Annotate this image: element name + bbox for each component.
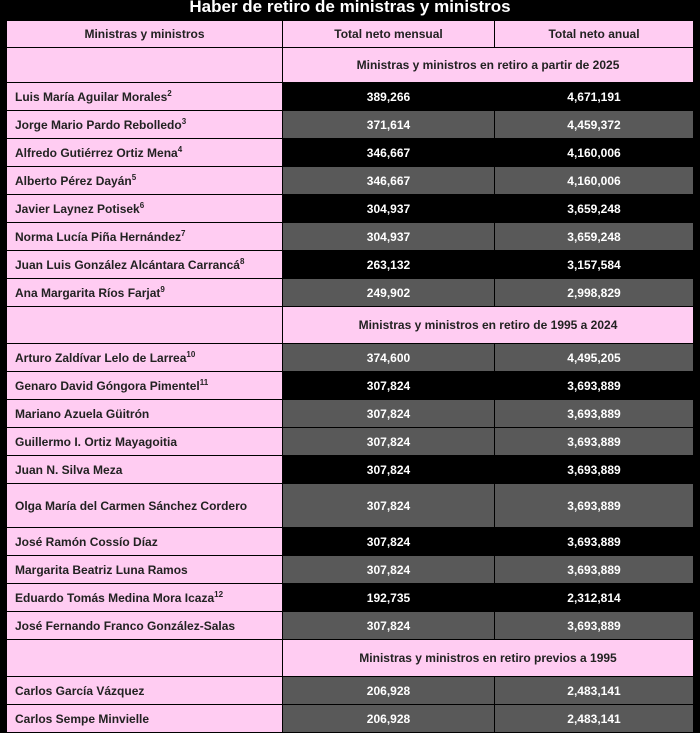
monthly-value: 206,928 bbox=[283, 677, 495, 705]
table-row bbox=[7, 223, 694, 251]
table-row bbox=[7, 195, 694, 223]
minister-name-cell bbox=[7, 612, 283, 640]
monthly-value: 307,824 bbox=[283, 556, 495, 584]
table-row bbox=[7, 612, 694, 640]
minister-name-cell bbox=[7, 677, 283, 705]
footnote-marker: 4 bbox=[177, 145, 183, 154]
table-row bbox=[7, 400, 694, 428]
minister-name: Olga María del Carmen Sánchez Cordero bbox=[15, 498, 248, 513]
minister-name-cell bbox=[7, 528, 283, 556]
annual-value: 3,693,889 bbox=[495, 428, 694, 456]
footnote-marker: 5 bbox=[131, 173, 137, 182]
minister-name: Javier Laynez Potisek bbox=[15, 202, 140, 216]
annual-value: 2,312,814 bbox=[495, 584, 694, 612]
footnote-marker: 12 bbox=[214, 590, 224, 599]
table-row bbox=[7, 484, 694, 528]
minister-name: Jorge Mario Pardo Rebolledo bbox=[15, 118, 182, 132]
table-row bbox=[7, 344, 694, 372]
page-title: Haber de retiro de ministras y ministros bbox=[189, 0, 511, 16]
table-row bbox=[7, 705, 694, 733]
minister-name-cell bbox=[7, 344, 283, 372]
monthly-value: 346,667 bbox=[283, 167, 495, 195]
annual-value: 3,693,889 bbox=[495, 556, 694, 584]
annual-value: 4,495,205 bbox=[495, 344, 694, 372]
table-row bbox=[7, 556, 694, 584]
monthly-value: 192,735 bbox=[283, 584, 495, 612]
minister-name: Carlos Sempe Minvielle bbox=[15, 711, 150, 726]
minister-name-cell bbox=[7, 556, 283, 584]
minister-name: Mariano Azuela Güitrón bbox=[15, 406, 150, 421]
footnote-marker: 2 bbox=[167, 89, 172, 98]
annual-value: 3,659,248 bbox=[495, 223, 694, 251]
monthly-value: 371,614 bbox=[283, 111, 495, 139]
footnote-marker: 9 bbox=[160, 285, 165, 294]
minister-name-cell bbox=[7, 111, 283, 139]
annual-value: 3,693,889 bbox=[495, 456, 694, 484]
section-spacer bbox=[7, 48, 283, 83]
monthly-value: 249,902 bbox=[283, 279, 495, 307]
footnote-marker: 3 bbox=[181, 117, 187, 126]
footnote-marker: 11 bbox=[199, 378, 209, 387]
annual-value: 3,693,889 bbox=[495, 372, 694, 400]
table-row bbox=[7, 111, 694, 139]
section-row bbox=[7, 307, 694, 344]
minister-name-cell bbox=[7, 584, 283, 612]
minister-name: Juan N. Silva Meza bbox=[15, 462, 123, 477]
minister-name-cell bbox=[7, 484, 283, 528]
footnote-marker: 7 bbox=[181, 229, 186, 238]
minister-name-cell bbox=[7, 428, 283, 456]
table-row bbox=[7, 456, 694, 484]
table-row bbox=[7, 677, 694, 705]
monthly-value: 206,928 bbox=[283, 705, 495, 733]
minister-name: José Fernando Franco González-Salas bbox=[15, 618, 236, 633]
minister-name-cell bbox=[7, 279, 283, 307]
table-row bbox=[7, 279, 694, 307]
monthly-value: 307,824 bbox=[283, 484, 495, 528]
minister-name: Alberto Pérez Dayán bbox=[15, 174, 132, 188]
table-row bbox=[7, 428, 694, 456]
minister-name: Ana Margarita Ríos Farjat bbox=[15, 286, 161, 300]
section-row bbox=[7, 48, 694, 83]
monthly-value: 304,937 bbox=[283, 223, 495, 251]
monthly-value: 304,937 bbox=[283, 195, 495, 223]
table-row bbox=[7, 372, 694, 400]
minister-name: Genaro David Góngora Pimentel bbox=[15, 379, 200, 393]
header-name: Ministras y ministros bbox=[7, 21, 283, 48]
minister-name-cell bbox=[7, 372, 283, 400]
minister-name: Guillermo I. Ortiz Mayagoitia bbox=[15, 434, 178, 449]
annual-value: 3,157,584 bbox=[495, 251, 694, 279]
section-row bbox=[7, 640, 694, 677]
retirement-table bbox=[6, 20, 694, 733]
monthly-value: 307,824 bbox=[283, 400, 495, 428]
annual-value: 3,693,889 bbox=[495, 528, 694, 556]
minister-name-cell bbox=[7, 400, 283, 428]
table-row bbox=[7, 251, 694, 279]
annual-value: 2,998,829 bbox=[495, 279, 694, 307]
header-annual: Total neto anual bbox=[495, 21, 694, 48]
monthly-value: 307,824 bbox=[283, 528, 495, 556]
table-row bbox=[7, 167, 694, 195]
annual-value: 3,693,889 bbox=[495, 612, 694, 640]
minister-name: Norma Lucía Piña Hernández bbox=[15, 230, 182, 244]
section-spacer bbox=[7, 307, 283, 344]
annual-value: 4,459,372 bbox=[495, 111, 694, 139]
minister-name-cell bbox=[7, 83, 283, 111]
annual-value: 3,693,889 bbox=[495, 400, 694, 428]
header-monthly: Total neto mensual bbox=[283, 21, 495, 48]
table-body bbox=[7, 48, 694, 733]
monthly-value: 307,824 bbox=[283, 456, 495, 484]
table-row bbox=[7, 139, 694, 167]
monthly-value: 389,266 bbox=[283, 83, 495, 111]
footnote-marker: 8 bbox=[239, 257, 245, 266]
monthly-value: 307,824 bbox=[283, 372, 495, 400]
footnote-marker: 6 bbox=[139, 201, 145, 210]
annual-value: 3,693,889 bbox=[495, 484, 694, 528]
monthly-value: 346,667 bbox=[283, 139, 495, 167]
header-row bbox=[7, 21, 694, 48]
minister-name-cell bbox=[7, 251, 283, 279]
section-spacer bbox=[7, 640, 283, 677]
minister-name-cell bbox=[7, 223, 283, 251]
annual-value: 4,671,191 bbox=[495, 83, 694, 111]
annual-value: 4,160,006 bbox=[495, 167, 694, 195]
section-label: Ministras y ministros en retiro a partir de 2025 bbox=[283, 48, 694, 83]
minister-name-cell bbox=[7, 456, 283, 484]
monthly-value: 374,600 bbox=[283, 344, 495, 372]
annual-value: 3,659,248 bbox=[495, 195, 694, 223]
annual-value: 4,160,006 bbox=[495, 139, 694, 167]
minister-name: Alfredo Gutiérrez Ortiz Mena bbox=[15, 146, 178, 160]
minister-name: Eduardo Tomás Medina Mora Icaza bbox=[15, 591, 215, 605]
minister-name-cell bbox=[7, 167, 283, 195]
annual-value: 2,483,141 bbox=[495, 677, 694, 705]
section-label: Ministras y ministros en retiro previos a 1995 bbox=[283, 640, 694, 677]
minister-name: Margarita Beatriz Luna Ramos bbox=[15, 562, 188, 577]
minister-name: Luis María Aguilar Morales bbox=[15, 90, 168, 104]
monthly-value: 307,824 bbox=[283, 428, 495, 456]
minister-name: Arturo Zaldívar Lelo de Larrea bbox=[15, 351, 187, 365]
monthly-value: 307,824 bbox=[283, 612, 495, 640]
minister-name-cell bbox=[7, 139, 283, 167]
section-label: Ministras y ministros en retiro de 1995 a 2024 bbox=[283, 307, 694, 344]
minister-name: Juan Luis González Alcántara Carrancá bbox=[15, 258, 240, 272]
table-row bbox=[7, 584, 694, 612]
table-row bbox=[7, 83, 694, 111]
minister-name: José Ramón Cossío Díaz bbox=[15, 534, 158, 549]
monthly-value: 263,132 bbox=[283, 251, 495, 279]
annual-value: 2,483,141 bbox=[495, 705, 694, 733]
minister-name: Carlos García Vázquez bbox=[15, 683, 145, 698]
minister-name-cell bbox=[7, 705, 283, 733]
footnote-marker: 10 bbox=[186, 350, 196, 359]
minister-name-cell bbox=[7, 195, 283, 223]
table-row bbox=[7, 528, 694, 556]
